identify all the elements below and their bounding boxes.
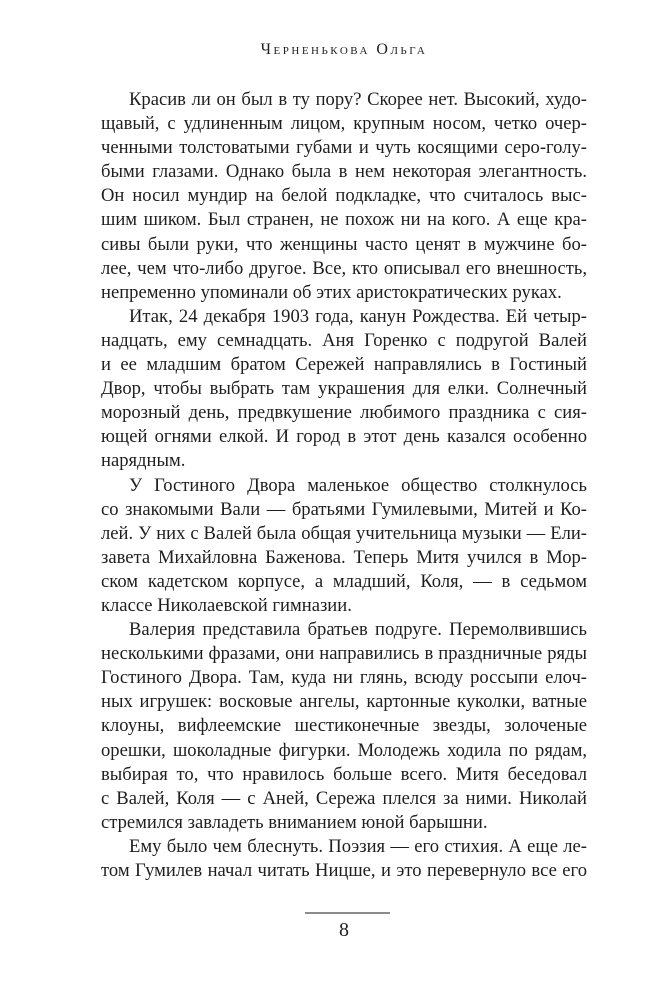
text-line: лей. У них с Валей была общая учительница музыки — Ели- xyxy=(101,522,587,544)
text-line: щавый, с удлиненным лицом, крупным носом, четко очер- xyxy=(101,113,587,135)
text-line: сивы были руки, что женщины часто ценят в мужчине бо- xyxy=(101,233,587,255)
text-line: морозный день, предвкушение любимого праздника с сия- xyxy=(101,402,587,424)
text-line: Гостиного Двора. Там, куда ни глянь, всюду россыпи елоч- xyxy=(101,667,587,689)
text-line: несколькими фразами, они направились в праздничные ряды xyxy=(101,643,587,665)
text-line: нарядным. xyxy=(101,450,186,472)
text-line: Ему было чем блеснуть. Поэзия — его стихия. А еще ле- xyxy=(129,835,587,857)
text-line: завета Михайловна Баженова. Теперь Митя учился в Мор- xyxy=(101,546,587,568)
text-line: со знакомыми Вали — братьями Гумилевыми, Митей и Ко- xyxy=(101,498,587,520)
text-line: ющей огнями елкой. И город в этот день казался особенно xyxy=(101,426,587,448)
text-line: надцать, ему семнадцать. Аня Горенко с подругой Валей xyxy=(101,329,587,351)
paragraph xyxy=(101,835,587,883)
text-line: непременно упоминали об этих аристократических руках. xyxy=(101,281,562,303)
text-line: классе Николаевской гимназии. xyxy=(101,594,352,616)
running-head: Черненькова Ольга xyxy=(260,41,428,58)
page-body xyxy=(101,88,587,883)
text-line: с Валей, Коля — с Аней, Сережа плелся за ними. Николай xyxy=(101,787,587,809)
page-number: 8 xyxy=(339,919,349,941)
text-line: лее, чем что-либо другое. Все, кто описывал его внешность, xyxy=(101,257,587,279)
text-line: шим шиком. Был странен, не похож ни на кого. А еще кра- xyxy=(101,209,587,231)
text-line: стремился завладеть вниманием юной барышни. xyxy=(101,811,488,833)
text-line: Двор, чтобы выбрать там украшения для елки. Солнечный xyxy=(101,378,587,400)
text-line: клоуны, вифлеемские шестиконечные звезды, золоченые xyxy=(101,715,587,737)
text-line: Он носил мундир на белой подкладке, что считалось выс- xyxy=(101,185,587,207)
text-line: быми глазами. Однако была в нем некоторая элегантность. xyxy=(101,161,587,183)
paragraph xyxy=(101,474,587,619)
footer-rule xyxy=(305,912,390,914)
text-line: том Гумилев начал читать Ницше, и это перевернуло все его xyxy=(101,860,587,881)
paragraph xyxy=(101,305,587,474)
text-line: ченными толстоватыми губами и чуть косящими серо-голу- xyxy=(101,137,587,159)
text-line: Красив ли он был в ту пору? Скорее нет. Высокий, худо- xyxy=(129,89,587,110)
text-line: ных игрушек: восковые ангелы, картонные куколки, ватные xyxy=(101,691,587,713)
text-line: выбирая то, что нравилось больше всего. Митя беседовал xyxy=(101,763,587,785)
text-line: и ее младшим братом Сережей направлялись в Гостиный xyxy=(101,354,587,376)
text-line: ском кадетском корпусе, а младший, Коля, — в седьмом xyxy=(101,570,587,592)
paragraph xyxy=(101,618,587,835)
text-line: орешки, шоколадные фигурки. Молодежь ходила по рядам, xyxy=(101,739,587,761)
text-line: Валерия представила братьев подруге. Перемолвившись xyxy=(129,619,587,641)
text-line: Итак, 24 декабря 1903 года, канун Рождества. Ей четыр- xyxy=(129,305,587,327)
paragraph xyxy=(101,88,587,305)
text-line: У Гостиного Двора маленькое общество столкнулось xyxy=(129,474,587,496)
